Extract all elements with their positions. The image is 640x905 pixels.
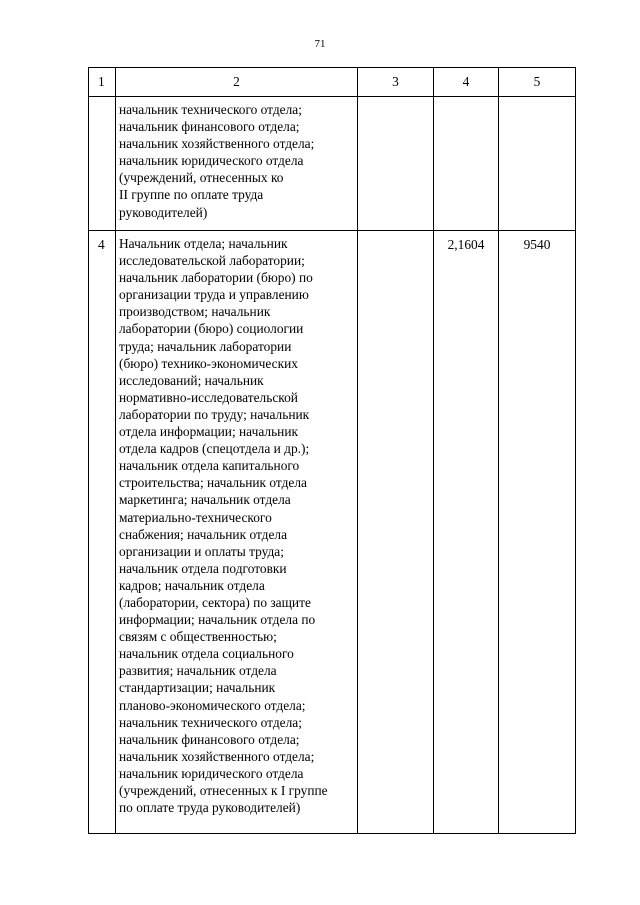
salary-coefficient-table [88,67,576,834]
header-cell-3: 3 [358,68,434,97]
text-line: связям с общественностью; [119,629,277,645]
column-3-value [358,231,433,236]
text-line: руководителей) [119,204,208,220]
header-cell-5: 5 [499,68,576,97]
text-line: лаборатории по труду; начальник [119,406,310,422]
text-line: (лаборатории, сектора) по защите [119,594,311,610]
table-row [89,97,576,231]
text-line: лаборатории (бюро) социологии [119,321,304,337]
text-line: начальник лаборатории (бюро) по [119,270,313,286]
table-header-row [89,68,576,97]
text-line: исследований; начальник [119,372,264,388]
text-line: по оплате труда руководителей) [119,800,301,816]
text-line: строительства; начальник отдела [119,475,307,491]
text-line: Начальник отдела; начальник [119,236,288,251]
coefficient-cell [434,231,499,834]
text-line: начальник отдела капитального [119,458,300,474]
text-line: кадров; начальник отдела [119,577,265,593]
text-line: начальник финансового отдела; [119,731,300,747]
text-line: II группе по оплате труда [119,187,264,203]
salary-value: 9540 [523,237,551,252]
header-cell-1: 1 [89,68,116,97]
text-line: материально-технического [119,509,272,525]
row-number-cell [89,97,116,231]
text-line: начальник хозяйственного отдела; [119,748,315,764]
text-line: информации; начальник отдела по [119,612,316,628]
position-titles-cell [116,97,358,231]
text-line: нормативно-исследовательской [119,389,298,405]
column-3-cell [358,231,434,834]
text-line: отдела кадров (спецотдела и др.); [119,441,310,457]
header-cell-2: 2 [116,68,358,97]
table-row [89,231,576,834]
salary-cell [499,231,576,834]
position-titles-text [116,231,357,816]
text-line: развития; начальник отдела [119,663,277,679]
coefficient-cell [434,97,499,231]
header-cell-4: 4 [434,68,499,97]
text-line: начальник хозяйственного отдела; [119,136,315,152]
row-number-cell: 4 [89,231,116,834]
text-line: (бюро) технико-экономических [119,355,298,371]
text-line: начальник юридического отдела [119,153,304,169]
text-line: начальник отдела социального [119,646,294,662]
text-line: снабжения; начальник отдела [119,526,288,542]
salary-cell [499,97,576,231]
text-line: (учреждений, отнесенных ко [119,170,284,186]
text-line: планово-экономического отдела; [119,697,306,713]
position-titles-text [116,97,357,221]
text-line: начальник технического отдела; [119,714,302,730]
text-line: начальник отдела подготовки [119,560,287,576]
text-line: маркетинга; начальник отдела [119,492,291,508]
text-line: начальник юридического отдела [119,765,304,781]
text-line: организации труда и управлению [119,287,309,303]
text-line: исследовательской лаборатории; [119,253,305,269]
text-line: труда; начальник лаборатории [119,338,292,354]
text-line: стандартизации; начальник [119,680,276,696]
position-titles-cell [116,231,358,834]
text-line: начальник финансового отдела; [119,119,300,135]
coefficient-value: 2,1604 [447,237,485,252]
column-3-cell [358,97,434,231]
text-line: отдела информации; начальник [119,424,299,440]
page-number: 71 [314,38,326,50]
text-line: производством; начальник [119,304,271,320]
text-line: организации и оплаты труда; [119,543,284,559]
text-line: (учреждений, отнесенных к I группе [119,783,328,798]
text-line: начальник технического отдела; [119,102,302,117]
